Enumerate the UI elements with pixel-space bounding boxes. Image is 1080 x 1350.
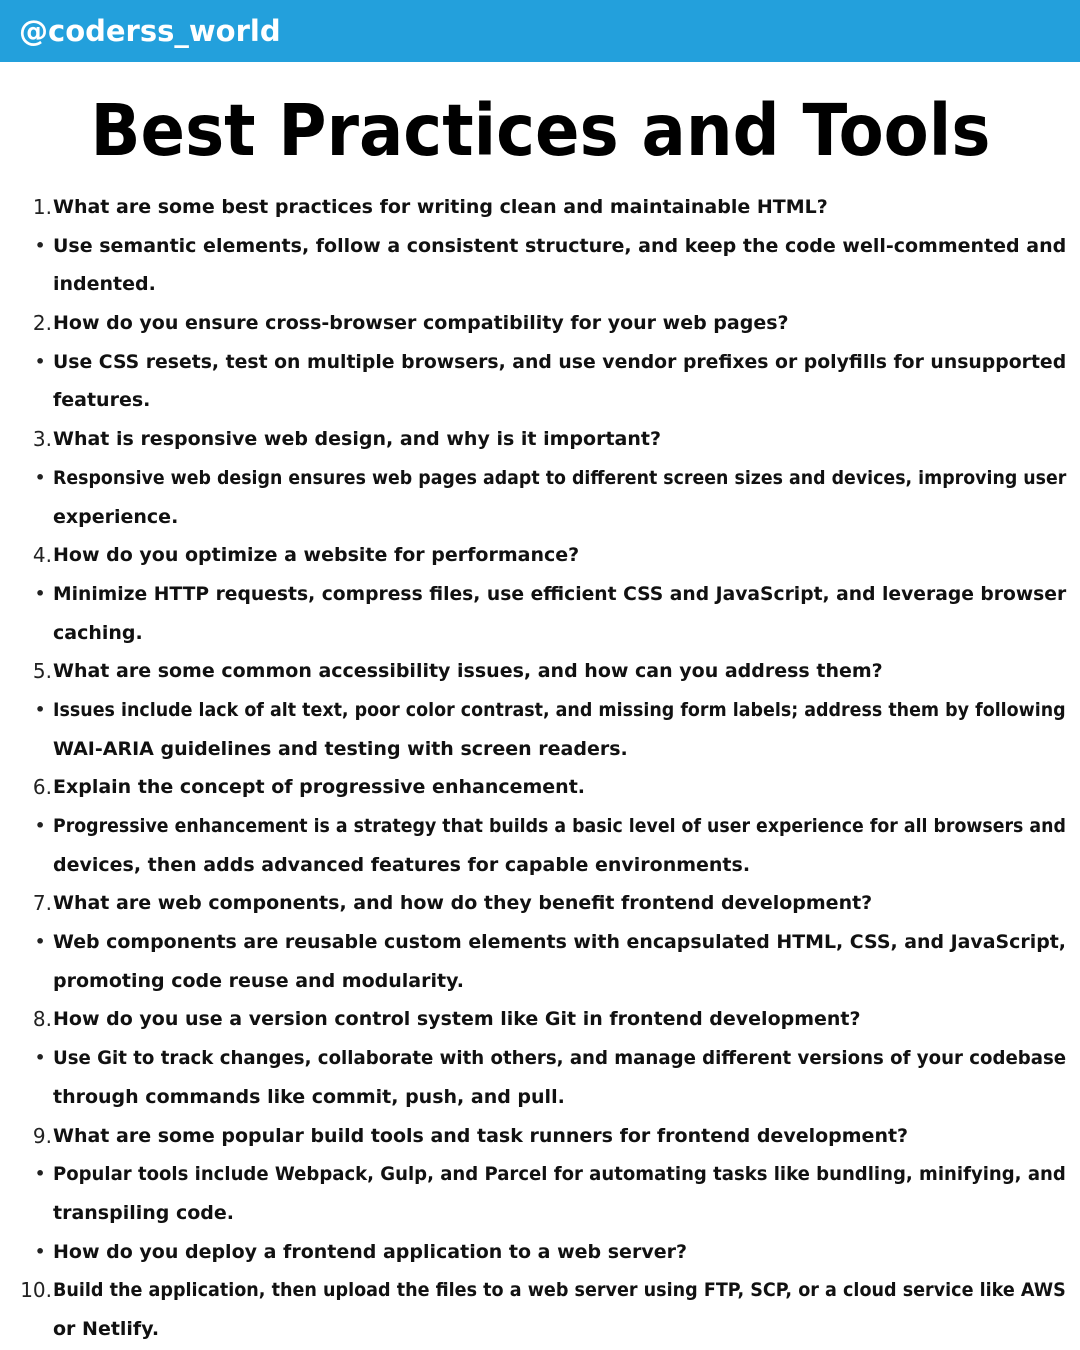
list-item — [0, 691, 1080, 730]
list-item — [0, 730, 1080, 769]
list-item-text: What is responsive web design, and why is it important? — [53, 428, 661, 451]
list-item-text: transpiling code. — [53, 1201, 235, 1224]
list-item — [0, 1000, 1080, 1039]
bullet-marker: • — [35, 583, 46, 603]
list-item — [0, 846, 1080, 885]
list-item-text: Issues include lack of alt text, poor color contrast, and missing form labels; address them by following — [53, 698, 1066, 721]
bullet-marker: • — [35, 699, 46, 719]
list-item — [0, 265, 1080, 304]
list-item-text: Responsive web design ensures web pages adapt to different screen sizes and devices, improving user — [53, 466, 1067, 489]
bullet-marker: • — [35, 816, 46, 835]
list-item-text: caching. — [53, 621, 143, 644]
list-item — [0, 227, 1080, 266]
list-item-text: or Netlify. — [53, 1317, 160, 1340]
list-item-text: How do you use a version control system like Git in frontend development? — [53, 1008, 861, 1031]
list-item-text: How do you ensure cross-browser compatibility for your web pages? — [53, 312, 789, 335]
list-item-text: What are some popular build tools and task runners for frontend development? — [53, 1124, 909, 1147]
bullet-marker: • — [35, 235, 46, 255]
list-item — [0, 614, 1080, 653]
list-item-text: What are web components, and how do they benefit frontend development? — [53, 892, 873, 915]
list-item-text: experience. — [53, 505, 179, 528]
list-item — [0, 498, 1080, 537]
list-item-text: Use semantic elements, follow a consistent structure, and keep the code well-commented and — [53, 234, 1067, 257]
list-item — [0, 536, 1080, 575]
bullet-marker: • — [35, 1164, 46, 1184]
list-item-text: What are some best practices for writing clean and maintainable HTML? — [53, 196, 828, 218]
list-number: 3. — [32, 427, 52, 452]
list-item — [0, 1039, 1080, 1078]
list-item — [0, 884, 1080, 923]
list-item — [0, 1117, 1080, 1156]
list-item — [0, 381, 1080, 420]
list-item — [0, 575, 1080, 614]
list-item — [0, 420, 1080, 459]
list-item — [0, 1310, 1080, 1349]
list-item-text: How do you optimize a website for performance? — [53, 544, 580, 567]
list-item — [0, 1155, 1080, 1194]
list-item-text: through commands like commit, push, and pull. — [53, 1085, 565, 1108]
list-item — [0, 1078, 1080, 1117]
list-item — [0, 304, 1080, 343]
list-number: 2. — [32, 311, 52, 336]
list-item — [0, 962, 1080, 1001]
list-number: 7. — [32, 891, 52, 916]
page-title — [0, 86, 1080, 176]
bullet-marker: • — [35, 932, 46, 952]
list-item — [0, 652, 1080, 691]
list-number: 5. — [32, 659, 52, 684]
list-item-text: Minimize HTTP requests, compress files, use efficient CSS and JavaScript, and leverage browser — [53, 582, 1067, 605]
list-item — [0, 1271, 1080, 1310]
list-item — [0, 1233, 1080, 1272]
list-item-text: WAI-ARIA guidelines and testing with screen readers. — [53, 737, 628, 760]
list-item — [0, 768, 1080, 807]
list-number: 6. — [32, 775, 52, 800]
account-handle: @coderss_world — [19, 14, 281, 48]
list-item-text: How do you deploy a frontend application to a web server? — [53, 1240, 687, 1263]
list-item — [0, 1194, 1080, 1233]
list-item-text: Web components are reusable custom elements with encapsulated HTML, CSS, and JavaScript, — [53, 931, 1066, 954]
list-item-text: Build the application, then upload the files to a web server using FTP, SCP, or a cloud service like AWS — [53, 1279, 1066, 1302]
page-title-text: Best Practices and Tools — [90, 89, 990, 172]
list-item-text: Popular tools include Webpack, Gulp, and Parcel for automating tasks like bundling, minifying, and — [53, 1163, 1066, 1186]
list-number: 9. — [32, 1123, 52, 1148]
list-item-text: indented. — [53, 273, 156, 296]
qa-list — [0, 188, 1080, 1349]
list-item-text: Use Git to track changes, collaborate with others, and manage different versions of your codebase — [53, 1047, 1067, 1070]
list-number: 4. — [32, 543, 52, 568]
list-item — [0, 807, 1080, 846]
list-item — [0, 188, 1080, 227]
bullet-marker: • — [35, 1241, 46, 1261]
list-number: 10. — [20, 1278, 52, 1303]
list-number: 1. — [32, 195, 52, 219]
list-item-text: devices, then adds advanced features for capable environments. — [53, 853, 751, 876]
list-item-text: features. — [53, 389, 151, 412]
list-item-text: Explain the concept of progressive enhancement. — [53, 776, 585, 799]
list-number: 8. — [32, 1007, 52, 1032]
list-item — [0, 459, 1080, 498]
bullet-marker: • — [35, 467, 46, 487]
list-item-text: promoting code reuse and modularity. — [53, 969, 464, 992]
list-item-text: Use CSS resets, test on multiple browsers, and use vendor prefixes or polyfills for unsupported — [53, 350, 1067, 373]
list-item — [0, 923, 1080, 962]
header-banner — [0, 0, 1080, 62]
list-item-text: Progressive enhancement is a strategy that builds a basic level of user experience for all browsers and — [53, 815, 1066, 837]
bullet-marker: • — [35, 1048, 46, 1068]
bullet-marker: • — [35, 351, 46, 371]
list-item-text: What are some common accessibility issues, and how can you address them? — [53, 660, 883, 683]
list-item — [0, 343, 1080, 382]
